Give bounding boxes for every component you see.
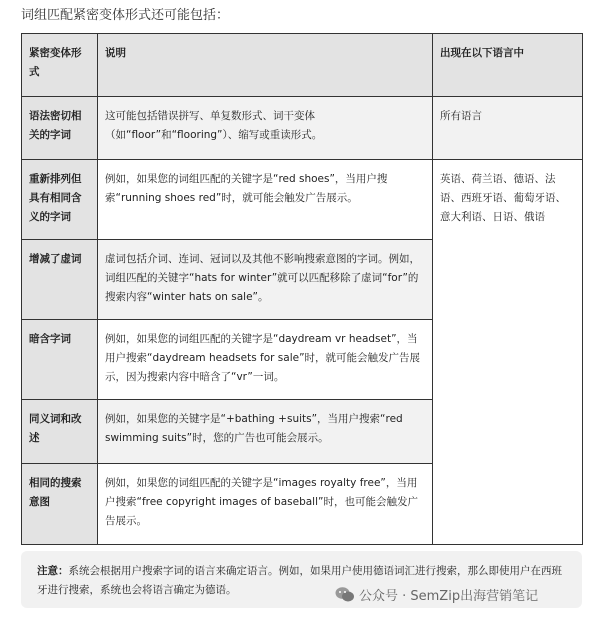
cell-type: 暗含字词 — [22, 320, 98, 400]
header-desc: 说明 — [98, 34, 433, 97]
cell-type: 语法密切相关的字词 — [22, 97, 98, 160]
cell-desc: 虚词包括介词、连词、冠词以及其他不影响搜索意图的字词。例如，词组匹配的关键字“hats for winter”就可以匹配移除了虚词“for”的搜索内容“winter hats on sale”。 — [98, 240, 433, 320]
cell-type: 重新排列但具有相同含义的字词 — [22, 160, 98, 240]
cell-type: 相同的搜索意图 — [22, 464, 98, 545]
table-row — [22, 160, 583, 240]
cell-desc: 例如，如果您的词组匹配的关键字是“daydream vr headset”，当用户搜索“daydream headsets for sale”时，就可能会触发广告展示，因为搜索内容中暗含了“vr”一词。 — [98, 320, 433, 400]
intro-text: 词组匹配紧密变体形式还可能包括： — [21, 8, 230, 23]
cell-desc: 例如，如果您的词组匹配的关键字是“images royalty free”，当用户搜索“free copyright images of baseball”时，也可能会触发广告展示。 — [98, 464, 433, 545]
cell-lang: 英语、荷兰语、德语、法语、西班牙语、葡萄牙语、意大利语、日语、俄语 — [433, 160, 583, 545]
cell-desc: 例如，如果您的词组匹配的关键字是“red shoes”，当用户搜索“running shoes red”时，就可能会触发广告展示。 — [98, 160, 433, 240]
cell-type: 增减了虚词 — [22, 240, 98, 320]
table-header — [22, 34, 583, 97]
close-variants-table — [21, 33, 583, 545]
wechat-icon — [335, 586, 355, 603]
cell-desc: 例如，如果您的关键字是“+bathing +suits”，当用户搜索“red swimming suits”时，您的广告也可能会展示。 — [98, 400, 433, 464]
note-label: 注意： — [37, 565, 69, 577]
header-type: 紧密变体形式 — [22, 34, 98, 97]
cell-desc: 这可能包括错误拼写、单复数形式、词干变体（如“floor”和“flooring”）、缩写或重读形式。 — [98, 97, 433, 160]
table-row — [22, 97, 583, 160]
cell-lang: 所有语言 — [433, 97, 583, 160]
note-text: 系统会根据用户搜索字词的语言来确定语言。例如，如果用户使用德语词汇进行搜索，那么即使用户在西班牙进行搜索，系统也会将语言确定为德语。 — [37, 565, 562, 596]
header-lang: 出现在以下语言中 — [433, 34, 583, 97]
cell-type: 同义词和改述 — [22, 400, 98, 464]
watermark — [335, 585, 538, 604]
watermark-text: 公众号 · SemZip出海营销笔记 — [359, 589, 539, 604]
